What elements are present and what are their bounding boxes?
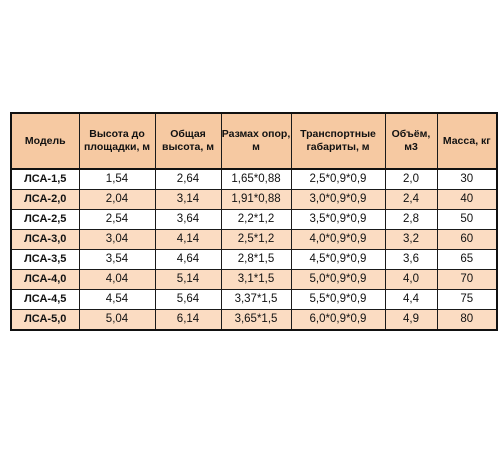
cell-mass: 75 xyxy=(437,290,497,310)
cell-model: ЛСА-5,0 xyxy=(11,310,79,331)
cell-volume: 3,6 xyxy=(385,250,437,270)
cell-transport-dimensions: 3,0*0,9*0,9 xyxy=(291,190,385,210)
cell-total-height: 4,14 xyxy=(155,230,221,250)
table-row xyxy=(11,210,497,230)
cell-transport-dimensions: 6,0*0,9*0,9 xyxy=(291,310,385,331)
cell-mass: 60 xyxy=(437,230,497,250)
header-support-span: Размах опор, м xyxy=(221,113,291,169)
cell-volume: 2,8 xyxy=(385,210,437,230)
cell-volume: 4,0 xyxy=(385,270,437,290)
cell-total-height: 6,14 xyxy=(155,310,221,331)
cell-support-span: 2,5*1,2 xyxy=(221,230,291,250)
cell-mass: 50 xyxy=(437,210,497,230)
cell-platform-height: 2,04 xyxy=(79,190,155,210)
cell-total-height: 3,14 xyxy=(155,190,221,210)
cell-total-height: 2,64 xyxy=(155,169,221,190)
header-transport-dimensions: Транспортные габариты, м xyxy=(291,113,385,169)
cell-volume: 2,4 xyxy=(385,190,437,210)
cell-platform-height: 1,54 xyxy=(79,169,155,190)
cell-volume: 3,2 xyxy=(385,230,437,250)
cell-model: ЛСА-1,5 xyxy=(11,169,79,190)
cell-mass: 70 xyxy=(437,270,497,290)
cell-mass: 65 xyxy=(437,250,497,270)
cell-platform-height: 4,04 xyxy=(79,270,155,290)
cell-support-span: 2,8*1,5 xyxy=(221,250,291,270)
table-row xyxy=(11,169,497,190)
cell-transport-dimensions: 4,5*0,9*0,9 xyxy=(291,250,385,270)
specs-table xyxy=(10,112,498,331)
cell-total-height: 3,64 xyxy=(155,210,221,230)
cell-total-height: 4,64 xyxy=(155,250,221,270)
cell-mass: 80 xyxy=(437,310,497,331)
header-platform-height: Высота до площадки, м xyxy=(79,113,155,169)
cell-platform-height: 3,54 xyxy=(79,250,155,270)
table-row xyxy=(11,290,497,310)
cell-support-span: 1,65*0,88 xyxy=(221,169,291,190)
cell-model: ЛСА-4,0 xyxy=(11,270,79,290)
cell-model: ЛСА-2,0 xyxy=(11,190,79,210)
cell-platform-height: 5,04 xyxy=(79,310,155,331)
cell-transport-dimensions: 3,5*0,9*0,9 xyxy=(291,210,385,230)
cell-transport-dimensions: 5,5*0,9*0,9 xyxy=(291,290,385,310)
specs-table-container xyxy=(10,112,496,331)
cell-support-span: 3,65*1,5 xyxy=(221,310,291,331)
cell-total-height: 5,14 xyxy=(155,270,221,290)
cell-volume: 2,0 xyxy=(385,169,437,190)
cell-total-height: 5,64 xyxy=(155,290,221,310)
header-mass: Масса, кг xyxy=(437,113,497,169)
cell-support-span: 2,2*1,2 xyxy=(221,210,291,230)
header-volume: Объём, м3 xyxy=(385,113,437,169)
cell-support-span: 3,1*1,5 xyxy=(221,270,291,290)
cell-platform-height: 4,54 xyxy=(79,290,155,310)
header-model: Модель xyxy=(11,113,79,169)
cell-support-span: 3,37*1,5 xyxy=(221,290,291,310)
cell-model: ЛСА-2,5 xyxy=(11,210,79,230)
header-total-height: Общая высота, м xyxy=(155,113,221,169)
table-row xyxy=(11,310,497,331)
cell-platform-height: 3,04 xyxy=(79,230,155,250)
cell-volume: 4,9 xyxy=(385,310,437,331)
cell-transport-dimensions: 4,0*0,9*0,9 xyxy=(291,230,385,250)
cell-model: ЛСА-4,5 xyxy=(11,290,79,310)
cell-transport-dimensions: 5,0*0,9*0,9 xyxy=(291,270,385,290)
table-row xyxy=(11,270,497,290)
cell-volume: 4,4 xyxy=(385,290,437,310)
cell-support-span: 1,91*0,88 xyxy=(221,190,291,210)
table-row xyxy=(11,230,497,250)
cell-model: ЛСА-3,0 xyxy=(11,230,79,250)
table-row xyxy=(11,190,497,210)
cell-platform-height: 2,54 xyxy=(79,210,155,230)
cell-mass: 40 xyxy=(437,190,497,210)
cell-mass: 30 xyxy=(437,169,497,190)
table-row xyxy=(11,250,497,270)
cell-model: ЛСА-3,5 xyxy=(11,250,79,270)
table-header-row xyxy=(11,113,497,169)
cell-transport-dimensions: 2,5*0,9*0,9 xyxy=(291,169,385,190)
